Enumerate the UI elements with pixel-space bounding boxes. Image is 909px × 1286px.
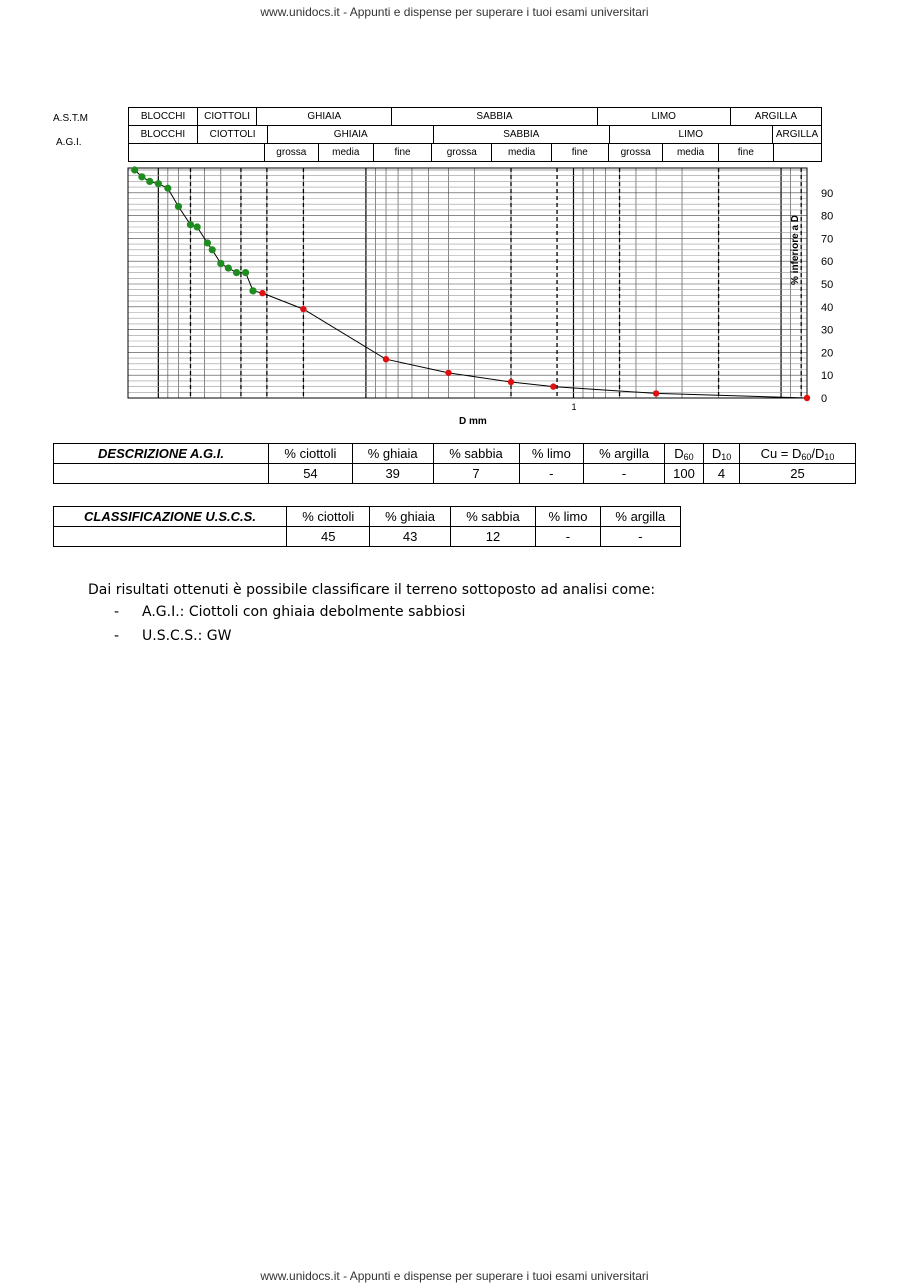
page-footer: www.unidocs.it - Appunti e dispense per superare i tuoi esami universitari [260, 1269, 649, 1283]
uscs-value-ghiaia: 43 [370, 527, 450, 547]
y-tick-label: 90 [821, 187, 834, 200]
ghiaia-fine: fine [373, 144, 431, 162]
agi-header-argilla: % argilla [584, 444, 665, 464]
y-tick-labels [821, 188, 833, 405]
uscs-value-sabbia: 12 [450, 527, 536, 547]
agi-value-ghiaia: 39 [352, 464, 433, 484]
agi-description-label: DESCRIZIONE A.G.I. [54, 444, 269, 464]
uscs-header-ghiaia: % ghiaia [370, 507, 450, 527]
list-item: - A.G.I.: Ciottoli con ghiaia debolmente sabbiosi [114, 604, 466, 620]
agi-value-d10: 4 [704, 464, 740, 484]
y-axis-label: % inferiore a D [790, 214, 801, 285]
limo-fine: fine [718, 144, 773, 162]
uscs-header-limo: % limo [536, 507, 600, 527]
astm-ciottoli: CIOTTOLI [198, 108, 257, 126]
agi-header-d10: $D_{10}$ [704, 444, 740, 464]
limo-media: media [663, 144, 718, 162]
agi-value-sabbia: 7 [433, 464, 519, 484]
sieve-point [233, 269, 240, 276]
sieve-point [194, 223, 201, 230]
agi-value-cu: 25 [739, 464, 855, 484]
y-tick-label: 70 [821, 233, 834, 246]
astm-sabbia: SABBIA [392, 108, 597, 126]
sieve-point [242, 269, 249, 276]
uscs-header-sabbia: % sabbia [450, 507, 536, 527]
x-tick-label: 1 [571, 402, 577, 412]
subclass-empty [129, 144, 265, 162]
subclass-row [128, 143, 822, 162]
astm-limo: LIMO [597, 108, 730, 126]
sedimentation-point [508, 379, 514, 385]
y-tick-label: 10 [821, 370, 834, 383]
sedimentation-point [653, 390, 659, 396]
agi-header-cu: $Cu = D_{60}/D_{10}$ [739, 444, 855, 464]
uscs-value-empty [54, 527, 287, 547]
agi-header-ciottoli: % ciottoli [269, 444, 353, 464]
agi-header-ghiaia: % ghiaia [352, 444, 433, 464]
agi-value-d60: 100 [664, 464, 703, 484]
x-axis-label: D mm [459, 416, 487, 427]
page-header: www.unidocs.it - Appunti e dispense per superare i tuoi esami universitari [260, 5, 649, 19]
sieve-point [225, 264, 232, 271]
agi-value-limo: - [519, 464, 584, 484]
uscs-value-argilla: - [600, 527, 680, 547]
uscs-classification-table [53, 506, 681, 547]
astm-blocchi: BLOCCHI [129, 108, 198, 126]
limo-grossa: grossa [608, 144, 662, 162]
astm-ghiaia: GHIAIA [257, 108, 392, 126]
agi-ciottoli: CIOTTOLI [197, 126, 268, 144]
ghiaia-media: media [318, 144, 373, 162]
grain-size-chart [125, 166, 834, 412]
uscs-header-ciottoli: % ciottoli [287, 507, 370, 527]
sedimentation-point [300, 306, 306, 312]
conclusion [88, 582, 655, 652]
astm-row-label: A.S.T.M [53, 113, 89, 124]
list-item: - U.S.C.S.: GW [114, 628, 232, 644]
agi-row [128, 125, 822, 144]
y-tick-label: 0 [821, 393, 828, 405]
sabbia-fine: fine [551, 144, 608, 162]
uscs-label: CLASSIFICAZIONE U.S.C.S. [54, 507, 287, 527]
agi-description-table [53, 443, 856, 484]
ghiaia-grossa: grossa [265, 144, 319, 162]
agi-value-ciottoli: 54 [269, 464, 353, 484]
agi-sabbia: SABBIA [434, 126, 609, 144]
sedimentation-point [804, 395, 810, 401]
agi-limo: LIMO [609, 126, 772, 144]
agi-value-argilla: - [584, 464, 665, 484]
sieve-point [138, 173, 145, 180]
uscs-header-argilla: % argilla [600, 507, 680, 527]
uscs-value-ciottoli: 45 [287, 527, 370, 547]
agi-ghiaia: GHIAIA [268, 126, 434, 144]
sieve-point [175, 203, 182, 210]
sieve-point [146, 178, 153, 185]
astm-row [128, 107, 822, 126]
agi-header-limo: % limo [519, 444, 584, 464]
astm-argilla: ARGILLA [730, 108, 821, 126]
agi-blocchi: BLOCCHI [129, 126, 198, 144]
sedimentation-point [383, 356, 389, 362]
sieve-point [217, 260, 224, 267]
sedimentation-point [445, 370, 451, 376]
subclass-empty-end [773, 144, 821, 162]
sedimentation-point [259, 290, 265, 296]
agi-row-label: A.G.I. [56, 137, 82, 148]
sabbia-media: media [492, 144, 551, 162]
chart-grid [128, 168, 807, 398]
agi-argilla: ARGILLA [773, 126, 822, 144]
y-tick-label: 20 [821, 347, 834, 360]
sabbia-grossa: grossa [432, 144, 492, 162]
y-tick-label: 40 [821, 301, 834, 314]
x-tick-labels [571, 402, 576, 412]
sieve-point [204, 239, 211, 246]
uscs-value-limo: - [536, 527, 600, 547]
sieve-point [249, 287, 256, 294]
agi-header-d60: $D_{60}$ [664, 444, 703, 464]
sedimentation-point [550, 383, 556, 389]
conclusion-list [88, 604, 655, 644]
sieve-point [131, 166, 138, 173]
agi-value-empty [54, 464, 269, 484]
y-tick-label: 50 [821, 279, 834, 291]
sieve-point [155, 180, 162, 187]
agi-header-sabbia: % sabbia [433, 444, 519, 464]
y-tick-label: 30 [821, 324, 834, 337]
y-tick-label: 80 [821, 210, 834, 223]
y-tick-label: 60 [821, 256, 834, 269]
sieve-point [164, 185, 171, 192]
sieve-point [187, 221, 194, 228]
conclusion-intro: Dai risultati ottenuti è possibile classificare il terreno sottoposto ad analisi come: [88, 582, 656, 598]
sieve-point [209, 246, 216, 253]
